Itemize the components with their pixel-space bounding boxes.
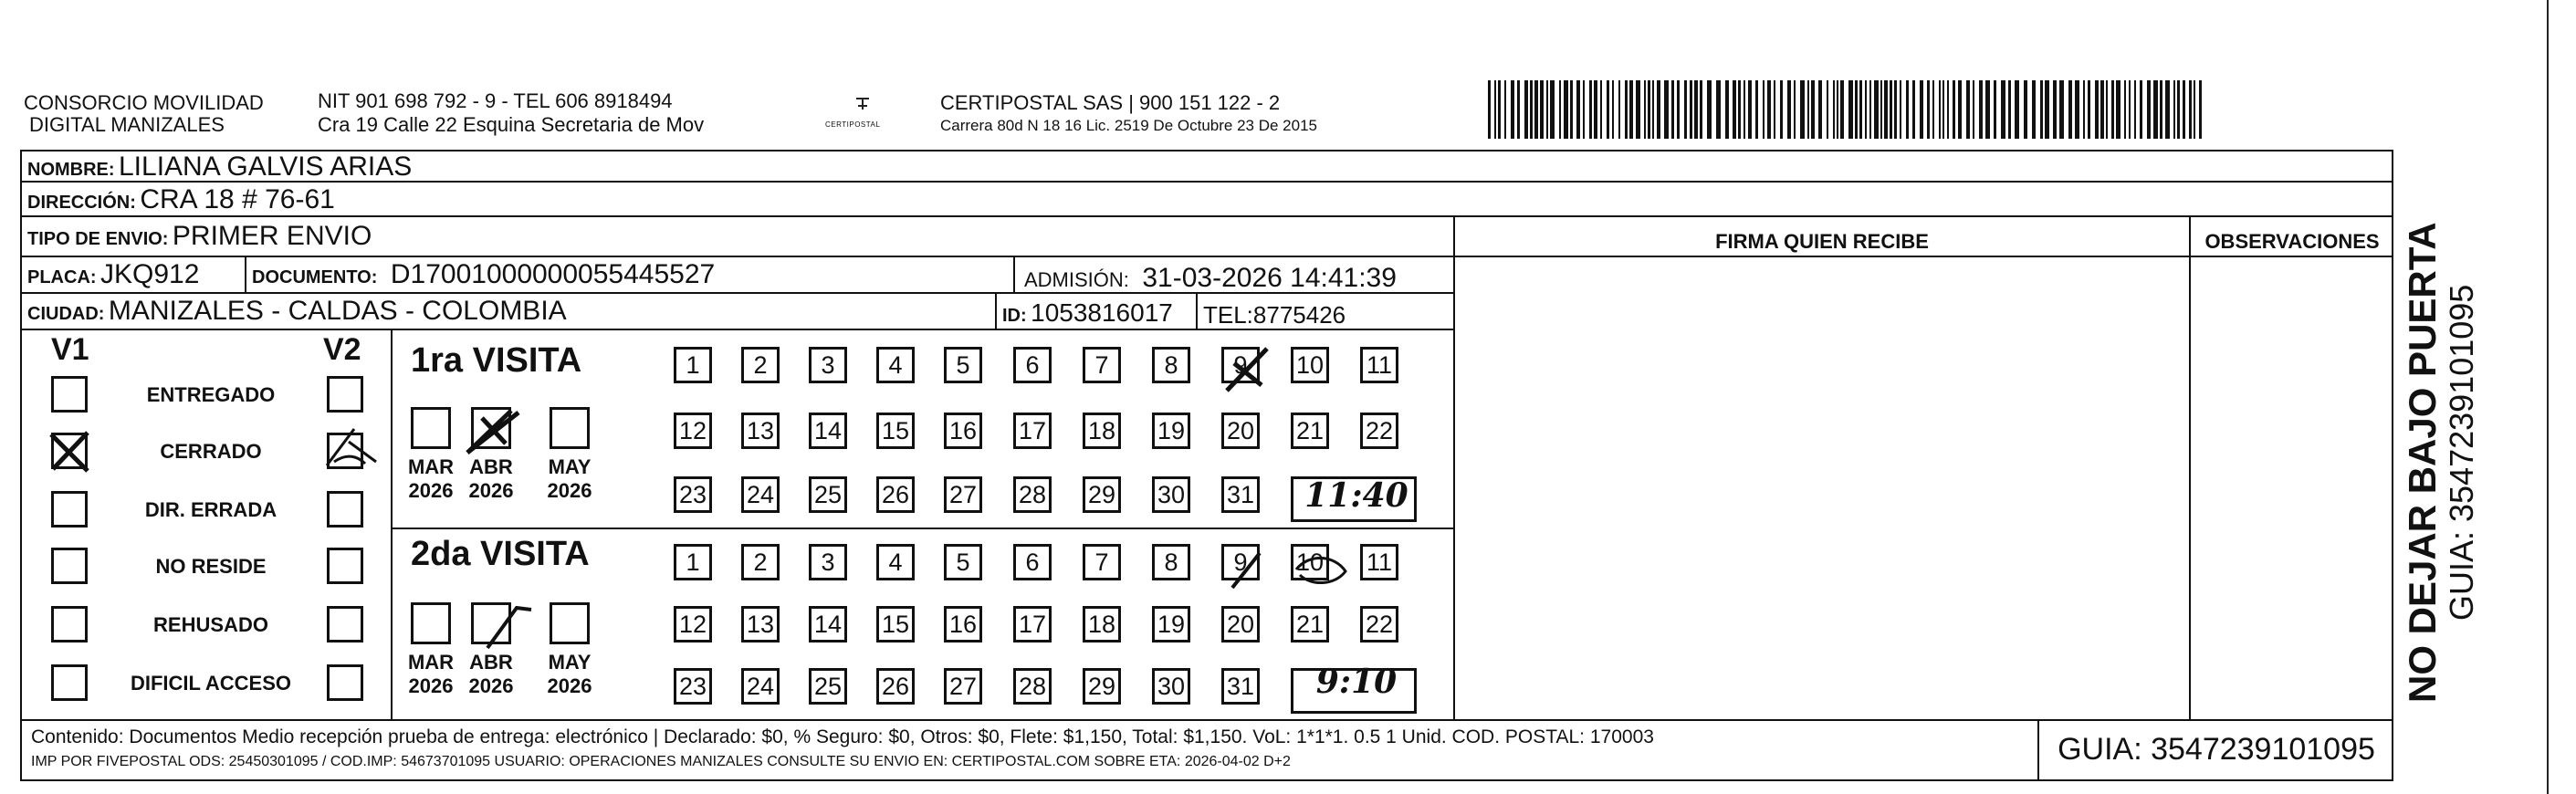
barcode-bar	[1618, 80, 1620, 139]
visit1-month-year-may: 2026	[547, 479, 592, 502]
visit2-month-year-may: 2026	[547, 674, 592, 697]
id-label: ID:	[1002, 306, 1027, 326]
visit2-day-21[interactable]: 21	[1291, 606, 1329, 643]
visit1-day-27[interactable]: 27	[944, 476, 982, 513]
tel-field	[1203, 299, 1346, 335]
visit1-day-19[interactable]: 19	[1152, 413, 1190, 449]
barcode-bar	[1524, 80, 1528, 139]
v1-checkbox-dificil-acceso[interactable]	[51, 664, 88, 701]
visit2-day-1[interactable]: 1	[674, 544, 712, 580]
barcode-bar	[1550, 80, 1555, 139]
visit1-day-11[interactable]: 11	[1360, 347, 1398, 383]
direccion-value: CRA 18 # 76-61	[140, 184, 335, 214]
v2-checkbox-dificil-acceso[interactable]	[327, 664, 363, 701]
side-guia: GUIA: 3547239101095	[2443, 284, 2480, 621]
visit1-month-year-mar: 2026	[408, 479, 454, 502]
barcode-bar	[1540, 80, 1544, 139]
visit1-day-18[interactable]: 18	[1083, 413, 1121, 449]
barcode-bar	[1985, 80, 1990, 139]
barcode-bar	[2124, 80, 2126, 139]
barcode-bar	[1744, 80, 1745, 139]
courier-logo	[822, 89, 904, 135]
documento-field	[252, 259, 715, 295]
visit1-day-25[interactable]: 25	[809, 476, 847, 513]
visit2-month-year-abr: 2026	[468, 674, 514, 697]
visit1-day-28[interactable]: 28	[1013, 476, 1052, 513]
barcode-bar	[1939, 80, 1941, 139]
visit1-month-checkbox-abr[interactable]	[471, 407, 511, 449]
visit2-day-10[interactable]: 10	[1291, 544, 1329, 580]
barcode-bar	[1725, 80, 1729, 139]
visit2-day-24[interactable]: 24	[741, 668, 780, 705]
visit1-day-5[interactable]: 5	[944, 347, 982, 383]
barcode-bar	[1564, 80, 1568, 139]
company-nit: NIT 901 698 792 - 9 - TEL 606 8918494	[318, 89, 673, 112]
barcode-bar	[1880, 80, 1882, 139]
v2-header: V2	[323, 332, 361, 367]
visit2-day-26[interactable]: 26	[876, 668, 915, 705]
visit2-month-checkbox-may[interactable]	[550, 602, 590, 644]
barcode	[1488, 80, 2209, 139]
v1-header: V1	[51, 332, 89, 367]
barcode-bar	[1594, 80, 1597, 139]
barcode-bar	[2083, 80, 2085, 139]
barcode-bar	[2040, 80, 2043, 139]
direccion-label: DIRECCIÓN:	[27, 193, 136, 213]
status-label-no-reside: NO RESIDE	[155, 555, 267, 578]
barcode-bar	[1733, 80, 1736, 139]
barcode-bar	[1848, 80, 1853, 139]
barcode-bar	[2147, 80, 2151, 139]
barcode-bar	[1517, 80, 1520, 139]
tipo-envio-field	[27, 221, 372, 256]
company-name-line2: DIGITAL MANIZALES	[29, 113, 225, 136]
barcode-bar	[1942, 80, 1944, 139]
direccion-field	[27, 184, 335, 220]
barcode-bar	[1833, 80, 1835, 139]
barcode-bar	[1488, 80, 1491, 139]
barcode-bar	[1894, 80, 1897, 139]
barcode-bar	[1576, 80, 1580, 139]
barcode-bar	[1694, 80, 1698, 139]
visit1-month-label-may: MAY	[548, 455, 592, 478]
visit1-title: 1ra VISITA	[411, 341, 582, 380]
barcode-bar	[1629, 80, 1633, 139]
barcode-bar	[1859, 80, 1862, 139]
barcode-bar	[1787, 80, 1791, 139]
visit2-day-31[interactable]: 31	[1221, 668, 1260, 705]
ciudad-label: CIUDAD:	[27, 304, 105, 324]
barcode-bar	[1890, 80, 1892, 139]
visit2-handwritten-time: 9:10	[1315, 663, 1398, 701]
barcode-bar	[1648, 80, 1650, 139]
visit2-month-checkbox-abr[interactable]	[471, 602, 511, 644]
visit2-day-15[interactable]: 15	[876, 606, 915, 643]
status-label-dir-errada: DIR. ERRADA	[144, 498, 277, 521]
barcode-bar	[1800, 80, 1805, 139]
barcode-bar	[1818, 80, 1822, 139]
barcode-bar	[1906, 80, 1909, 139]
id-field	[1002, 298, 1173, 333]
visit2-day-6[interactable]: 6	[1013, 544, 1052, 580]
visit2-month-checkbox-mar[interactable]	[411, 602, 451, 644]
visit1-month-label-abr: ABR	[469, 455, 513, 478]
v2-checkbox-rehusado[interactable]	[327, 606, 363, 643]
visit2-day-5[interactable]: 5	[944, 544, 982, 580]
barcode-bar	[1874, 80, 1879, 139]
visit1-month-year-abr: 2026	[468, 479, 514, 502]
visit2-day-28[interactable]: 28	[1013, 668, 1052, 705]
visit2-month-year-mar: 2026	[408, 674, 454, 697]
visit1-day-16[interactable]: 16	[944, 413, 982, 449]
barcode-bar	[1534, 80, 1538, 139]
barcode-bar	[2068, 80, 2072, 139]
barcode-bar	[1774, 80, 1775, 139]
barcode-bar	[1855, 80, 1858, 139]
barcode-bar	[2001, 80, 2005, 139]
barcode-bar	[2160, 80, 2162, 139]
visit1-day-21[interactable]: 21	[1291, 413, 1329, 449]
barcode-bar	[1494, 80, 1496, 139]
barcode-bar	[1652, 80, 1654, 139]
barcode-bar	[1840, 80, 1844, 139]
barcode-bar	[1912, 80, 1915, 139]
barcode-bar	[1707, 80, 1712, 139]
nombre-value: LILIANA GALVIS ARIAS	[119, 151, 413, 182]
visit1-day-13[interactable]: 13	[741, 413, 780, 449]
barcode-bar	[1612, 80, 1614, 139]
barcode-bar	[2100, 80, 2104, 139]
barcode-bar	[1966, 80, 1970, 139]
barcode-bar	[2116, 80, 2120, 139]
barcode-bar	[1644, 80, 1646, 139]
visit2-day-11[interactable]: 11	[1360, 544, 1398, 580]
barcode-bar	[1958, 80, 1962, 139]
barcode-bar	[1794, 80, 1796, 139]
tel-value: TEL:8775426	[1203, 301, 1346, 329]
barcode-bar	[1884, 80, 1888, 139]
visit2-day-29[interactable]: 29	[1083, 668, 1121, 705]
barcode-bar	[2129, 80, 2131, 139]
barcode-bar	[1625, 80, 1628, 139]
barcode-bar	[2111, 80, 2114, 139]
courier-name: CERTIPOSTAL SAS | 900 151 122 - 2	[940, 91, 1281, 114]
v1-checkbox-rehusado[interactable]	[51, 606, 88, 643]
courier-logo-text: CERTIPOSTAL	[825, 120, 881, 129]
visit1-day-8[interactable]: 8	[1152, 347, 1190, 383]
barcode-bar	[1973, 80, 1974, 139]
visit1-day-17[interactable]: 17	[1013, 413, 1052, 449]
visit2-day-25[interactable]: 25	[809, 668, 847, 705]
visit2-day-4[interactable]: 4	[876, 544, 915, 580]
footer-imp: IMP POR FIVEPOSTAL ODS: 25450301095 / COD.IMP: 54673701095 USUARIO: OPERACIONES MANIZALES CONSULTE SU ENVIO EN: CERTIPOSTAL.COM SOBRE ETA: 2026-04-02 D+2	[31, 754, 1291, 769]
visit1-day-9[interactable]: 9	[1221, 347, 1260, 383]
barcode-bar	[2095, 80, 2099, 139]
barcode-bar	[1504, 80, 1506, 139]
ciudad-value: MANIZALES - CALDAS - COLOMBIA	[108, 296, 567, 326]
barcode-bar	[1684, 80, 1687, 139]
barcode-bar	[1600, 80, 1602, 139]
visit2-month-label-mar: MAR	[407, 651, 455, 674]
barcode-bar	[1869, 80, 1871, 139]
barcode-bar	[2075, 80, 2079, 139]
visit1-day-22[interactable]: 22	[1360, 413, 1398, 449]
placa-label: PLACA:	[27, 267, 97, 287]
barcode-bar	[1807, 80, 1809, 139]
visit1-month-checkbox-mar[interactable]	[411, 407, 451, 449]
visit1-handwritten-time: 11:40	[1304, 476, 1408, 515]
visit2-month-label-may: MAY	[548, 651, 592, 674]
status-label-rehusado: REHUSADO	[153, 613, 268, 636]
barcode-bar	[2199, 80, 2202, 139]
visit2-day-30[interactable]: 30	[1152, 668, 1190, 705]
nombre-field	[27, 151, 412, 187]
visit2-day-23[interactable]: 23	[674, 668, 712, 705]
barcode-bar	[2189, 80, 2192, 139]
tipo-envio-label: TIPO DE ENVIO:	[27, 229, 169, 249]
v2-checkbox-dir-errada[interactable]	[327, 491, 363, 528]
visit1-day-1[interactable]: 1	[674, 347, 712, 383]
barcode-bar	[1767, 80, 1771, 139]
visit1-day-30[interactable]: 30	[1152, 476, 1190, 513]
barcode-bar	[2059, 80, 2064, 139]
barcode-bar	[2053, 80, 2057, 139]
visit2-day-22[interactable]: 22	[1360, 606, 1398, 643]
firma-header: FIRMA QUIEN RECIBE	[1715, 230, 1929, 253]
v2-checkbox-entregado[interactable]	[327, 376, 363, 413]
barcode-bar	[1827, 80, 1828, 139]
barcode-bar	[1559, 80, 1561, 139]
barcode-bar	[1755, 80, 1758, 139]
barcode-bar	[2134, 80, 2136, 139]
courier-address: Carrera 80d N 18 16 Lic. 2519 De Octubre 23 De 2015	[940, 117, 1317, 134]
nombre-label: NOMBRE:	[27, 160, 115, 180]
barcode-bar	[1636, 80, 1640, 139]
barcode-bar	[2088, 80, 2090, 139]
barcode-bar	[1511, 80, 1514, 139]
barcode-bar	[1671, 80, 1674, 139]
visit2-day-8[interactable]: 8	[1152, 544, 1190, 580]
barcode-bar	[1994, 80, 1996, 139]
barcode-bar	[2140, 80, 2142, 139]
barcode-bar	[2032, 80, 2036, 139]
barcode-bar	[1690, 80, 1692, 139]
barcode-bar	[2106, 80, 2108, 139]
visit2-day-7[interactable]: 7	[1083, 544, 1121, 580]
visit1-day-6[interactable]: 6	[1013, 347, 1052, 383]
barcode-bar	[1979, 80, 1983, 139]
visit1-day-15[interactable]: 15	[876, 413, 915, 449]
admision-label: ADMISIÓN:	[1024, 268, 1129, 291]
visit1-day-10[interactable]: 10	[1291, 347, 1329, 383]
placa-field	[27, 259, 199, 295]
barcode-bar	[1498, 80, 1501, 139]
visit1-day-20[interactable]: 20	[1221, 413, 1260, 449]
visit2-day-12[interactable]: 12	[674, 606, 712, 643]
visit1-day-7[interactable]: 7	[1083, 347, 1121, 383]
visit1-day-3[interactable]: 3	[809, 347, 847, 383]
v1-checkbox-cerrado[interactable]	[51, 433, 88, 469]
visit2-title: 2da VISITA	[411, 535, 590, 573]
visit1-day-4[interactable]: 4	[876, 347, 915, 383]
barcode-bar	[1927, 80, 1930, 139]
barcode-bar	[1570, 80, 1573, 139]
barcode-bar	[1811, 80, 1815, 139]
barcode-bar	[1763, 80, 1764, 139]
visit2-month-label-abr: ABR	[469, 651, 513, 674]
visit2-day-18[interactable]: 18	[1083, 606, 1121, 643]
visit2-day-2[interactable]: 2	[741, 544, 780, 580]
visit2-day-17[interactable]: 17	[1013, 606, 1052, 643]
visit1-day-31[interactable]: 31	[1221, 476, 1260, 513]
admision-value: 31-03-2026 14:41:39	[1142, 263, 1397, 293]
barcode-bar	[1947, 80, 1949, 139]
barcode-bar	[1920, 80, 1923, 139]
visit2-day-3[interactable]: 3	[809, 544, 847, 580]
tipo-envio-value: PRIMER ENVIO	[172, 221, 372, 251]
visit1-day-24[interactable]: 24	[741, 476, 780, 513]
v2-checkbox-cerrado[interactable]	[327, 433, 363, 469]
visit1-day-2[interactable]: 2	[741, 347, 780, 383]
barcode-bar	[2015, 80, 2019, 139]
barcode-bar	[2194, 80, 2195, 139]
v1-checkbox-no-reside[interactable]	[51, 548, 88, 584]
visit2-day-16[interactable]: 16	[944, 606, 982, 643]
visit2-day-14[interactable]: 14	[809, 606, 847, 643]
barcode-bar	[1677, 80, 1680, 139]
barcode-bar	[2045, 80, 2049, 139]
ciudad-field	[27, 296, 567, 331]
documento-label: DOCUMENTO:	[252, 267, 378, 287]
barcode-bar	[1900, 80, 1901, 139]
barcode-bar	[1583, 80, 1585, 139]
visit1-day-23[interactable]: 23	[674, 476, 712, 513]
barcode-bar	[1589, 80, 1592, 139]
placa-value: JKQ912	[100, 259, 200, 289]
v1-checkbox-dir-errada[interactable]	[51, 491, 88, 528]
visit1-day-29[interactable]: 29	[1083, 476, 1121, 513]
v1-checkbox-entregado[interactable]	[51, 376, 88, 413]
company-name-line1: CONSORCIO MOVILIDAD	[24, 91, 264, 114]
observaciones-header: OBSERVACIONES	[2204, 230, 2380, 253]
barcode-bar	[2173, 80, 2175, 139]
footer-guia: GUIA: 3547239101095	[2058, 732, 2375, 767]
visit2-day-9[interactable]: 9	[1221, 544, 1260, 580]
barcode-bar	[1953, 80, 1955, 139]
status-label-entregado: ENTREGADO	[146, 383, 276, 406]
barcode-bar	[1738, 80, 1741, 139]
visit2-day-19[interactable]: 19	[1152, 606, 1190, 643]
visit2-day-13[interactable]: 13	[741, 606, 780, 643]
side-no-dejar-bajo-puerta: NO DEJAR BAJO PUERTA	[2401, 222, 2444, 703]
barcode-bar	[2008, 80, 2011, 139]
barcode-bar	[1657, 80, 1660, 139]
footer-content: Contenido: Documentos Medio recepción prueba de entrega: electrónico | Declarado: $0, % Seguro: $0, Otros: $0, Flete: $1,150, Total: $1,150. VoL: 1*1*1. 0.5 1 Unid. COD. POSTAL: 170003	[31, 726, 1654, 747]
status-label-cerrado: CERRADO	[160, 440, 262, 463]
barcode-bar	[1865, 80, 1867, 139]
barcode-bar	[2024, 80, 2027, 139]
barcode-bar	[2165, 80, 2170, 139]
barcode-bar	[2153, 80, 2158, 139]
visit2-day-20[interactable]: 20	[1221, 606, 1260, 643]
barcode-bar	[2183, 80, 2185, 139]
visit1-month-checkbox-may[interactable]	[550, 407, 590, 449]
visit2-day-27[interactable]: 27	[944, 668, 982, 705]
v2-checkbox-no-reside[interactable]	[327, 548, 363, 584]
id-value: 1053816017	[1031, 298, 1173, 327]
barcode-bar	[1716, 80, 1721, 139]
documento-value: D17001000000055445527	[390, 259, 716, 289]
company-address: Cra 19 Calle 22 Esquina Secretaria de Mov	[318, 113, 705, 136]
visit1-day-12[interactable]: 12	[674, 413, 712, 449]
barcode-bar	[1780, 80, 1783, 139]
barcode-bar	[2177, 80, 2180, 139]
visit1-month-label-mar: MAR	[407, 455, 455, 478]
barcode-bar	[1664, 80, 1669, 139]
barcode-bar	[1546, 80, 1548, 139]
admision-field	[1024, 263, 1397, 298]
barcode-bar	[1700, 80, 1702, 139]
visit1-day-14[interactable]: 14	[809, 413, 847, 449]
barcode-bar	[1530, 80, 1533, 139]
barcode-bar	[1748, 80, 1752, 139]
barcode-bar	[1932, 80, 1934, 139]
barcode-bar	[1837, 80, 1838, 139]
barcode-bar	[1607, 80, 1609, 139]
status-label-dificil-acceso: DIFICIL ACCESO	[130, 672, 291, 695]
visit1-day-26[interactable]: 26	[876, 476, 915, 513]
